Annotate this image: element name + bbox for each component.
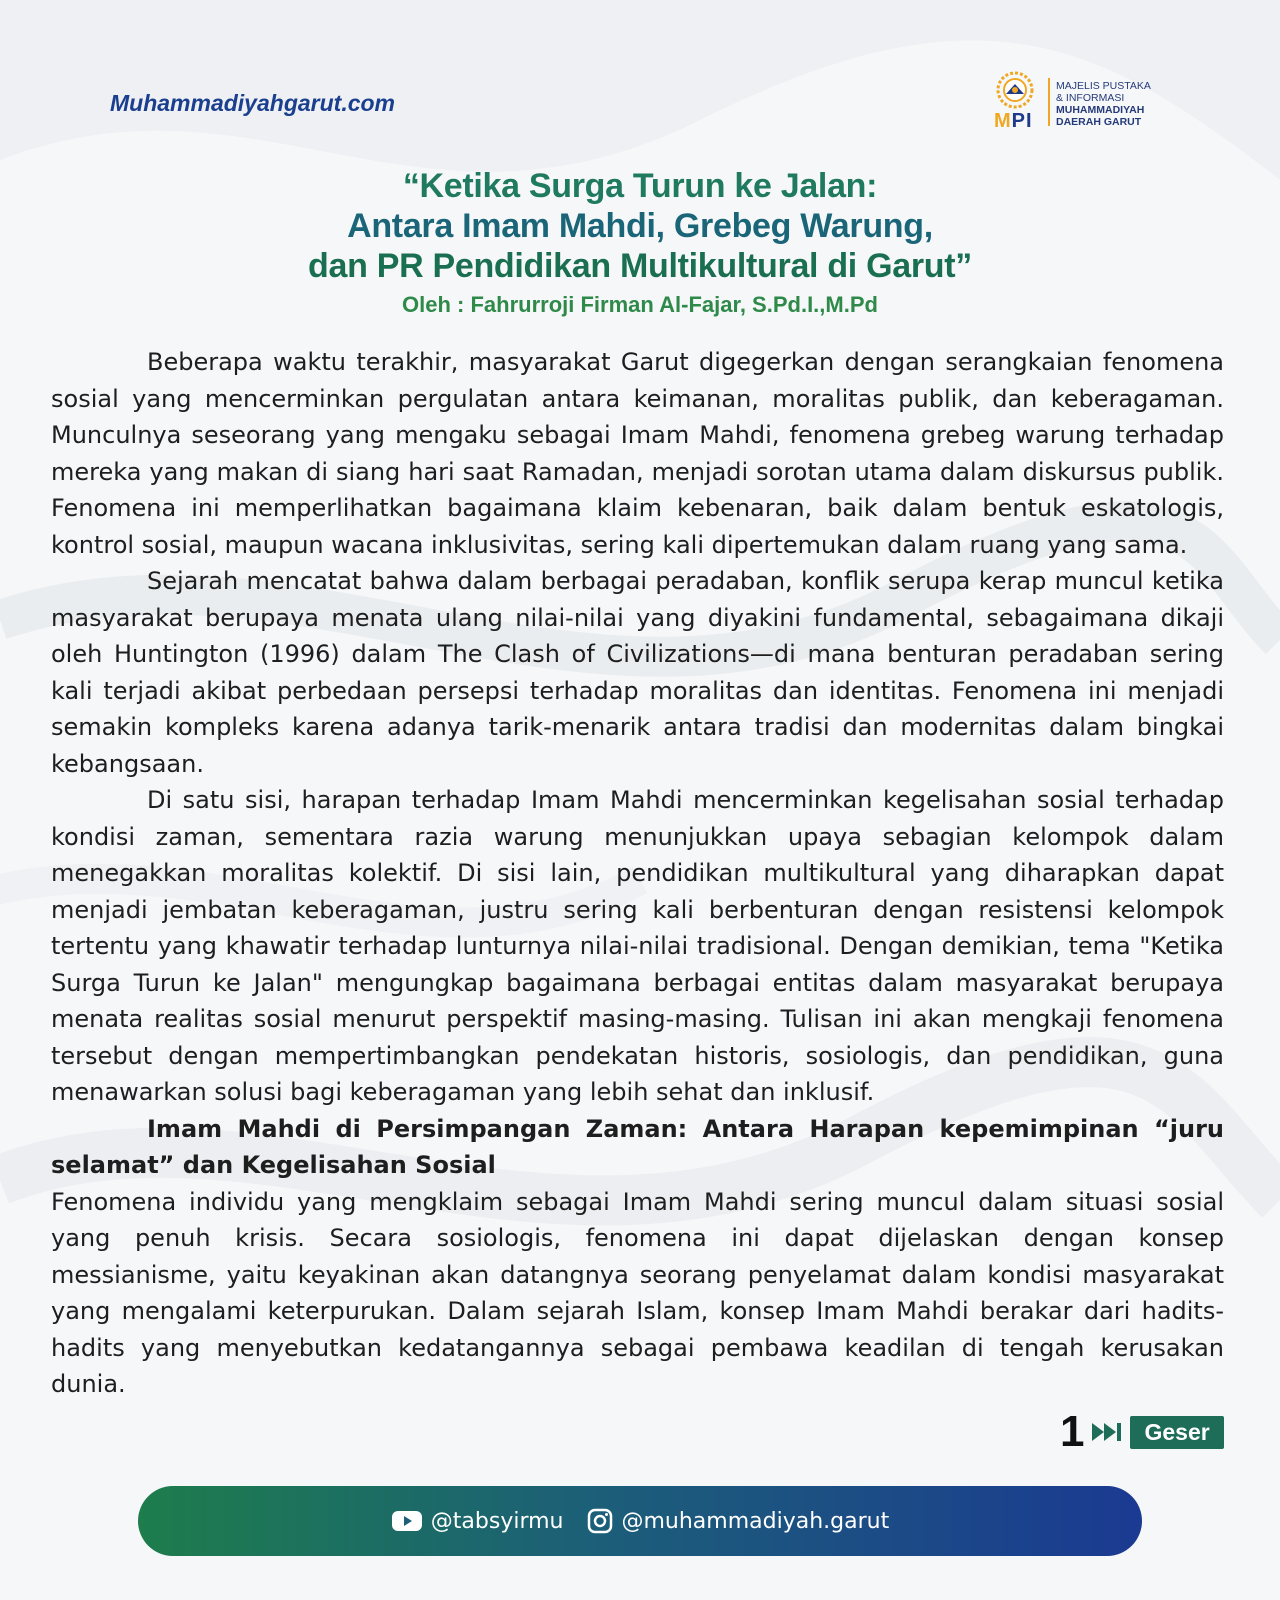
logo-line-2: & INFORMASI [1056,92,1125,104]
youtube-icon [391,1509,423,1533]
logo-divider [1048,78,1050,126]
paragraph-3: Di satu sisi, harapan terhadap Imam Mahdi mencerminkan kegelisahan sosial terhadap kondisi zaman, sementara razia warung menunjukkan upaya sebagian kelompok dalam menegakkan moralitas kolektif. Di sisi lain, pendidikan multikultural yang diharapkan dapat menjadi jembatan keberagaman, justru sering kali berbenturan dengan resistensi kelompok tertentu yang khawatir terhadap lunturnya nilai-nilai tradisional. Dengan demikian, tema "Ketika Surga Turun ke Jalan" mengungkap bagaimana berbagai entitas dalam masyarakat berupaya menata realitas sosial menurut perspektif masing-masing. Tulisan ini akan mengkaji fenomena tersebut dengan mempertimbangkan pendekatan historis, sosiologis, dan pendidikan, guna menawarkan solusi bagi keberagaman yang lebih sehat dan inklusif. [51,786,1224,1106]
social-footer-bar [138,1486,1142,1556]
instagram-icon [587,1508,613,1534]
section-subheading: Imam Mahdi di Persimpangan Zaman: Antara Harapan kepemimpinan “juru selamat” dan Kegelisahan Sosial [51,1114,1224,1179]
logo-org-name [1056,80,1151,128]
mpi-mark: MPI [994,110,1033,132]
article-title-line-1: “Ketika Surga Turun ke Jalan: [402,167,878,205]
article-title-line-3: dan PR Pendidikan Multikultural di Garut” [308,247,972,285]
paragraph-2: Sejarah mencatat bahwa dalam berbagai peradaban, konflik serupa kerap muncul ketika masyarakat berupaya menata ulang nilai-nilai yang diyakini fundamental, sebagaimana dikaji oleh Huntington (1996) dalam The Clash of Civilizations—di mana benturan peradaban sering kali terjadi akibat perbedaan persepsi terhadap moralitas dan identitas. Fenomena ini menjadi semakin kompleks karena adanya tarik-menarik antara tradisi dan modernitas dalam bingkai kebangsaan. [51,567,1224,778]
instagram-handle: @muhammadiyah.garut [621,1508,890,1534]
geser-next-button[interactable]: Geser [1130,1416,1223,1449]
page-number: 1 [1060,1407,1085,1456]
site-url[interactable]: Muhammadiyahgarut.com [110,90,395,116]
youtube-link[interactable] [391,1509,564,1534]
logo-line-1: MAJELIS PUSTAKA [1056,80,1151,92]
instagram-link[interactable] [587,1508,889,1534]
mpi-logo [986,70,1186,134]
page-navigation [1060,1407,1224,1456]
logo-line-3: MUHAMMADIYAH [1056,104,1145,116]
mpi-emblem-icon [986,70,1044,110]
article-author: Oleh : Fahrurroji Firman Al-Fajar, S.Pd.I.,M.Pd [402,292,878,317]
paragraph-1: Beberapa waktu terakhir, masyarakat Garut digegerkan dengan serangkaian fenomena sosial yang mencerminkan pergulatan antara keimanan, moralitas publik, dan keberagaman. Munculnya seseorang yang mengaku sebagai Imam Mahdi, fenomena grebeg warung terhadap mereka yang makan di siang hari saat Ramadan, menjadi sorotan utama dalam diskursus publik. Fenomena ini memperlihatkan bagaimana klaim kebenaran, baik dalam bentuk eskatologis, kontrol sosial, maupun wacana inklusivitas, sering kali dipertemukan dalam ruang yang sama. [51,348,1224,559]
article-body [51,344,1224,1403]
article-title-line-2: Antara Imam Mahdi, Grebeg Warung, [347,207,933,245]
youtube-handle: @tabsyirmu [430,1508,564,1534]
logo-line-4: DAERAH GARUT [1056,116,1142,128]
double-arrow-right-icon[interactable] [1090,1420,1124,1444]
paragraph-4: Fenomena individu yang mengklaim sebagai Imam Mahdi sering muncul dalam situasi sosial yang penuh krisis. Secara sosiologis, fenomena ini dapat dijelaskan dengan konsep messianisme, yaitu keyakinan akan datangnya seorang penyelamat dalam kondisi masyarakat yang mengalami keterpurukan. Dalam sejarah Islam, konsep Imam Mahdi berakar dari hadits-hadits yang menyebutkan kedatangannya sebagai pembawa keadilan di tengah kerusakan dunia. [51,1187,1224,1398]
